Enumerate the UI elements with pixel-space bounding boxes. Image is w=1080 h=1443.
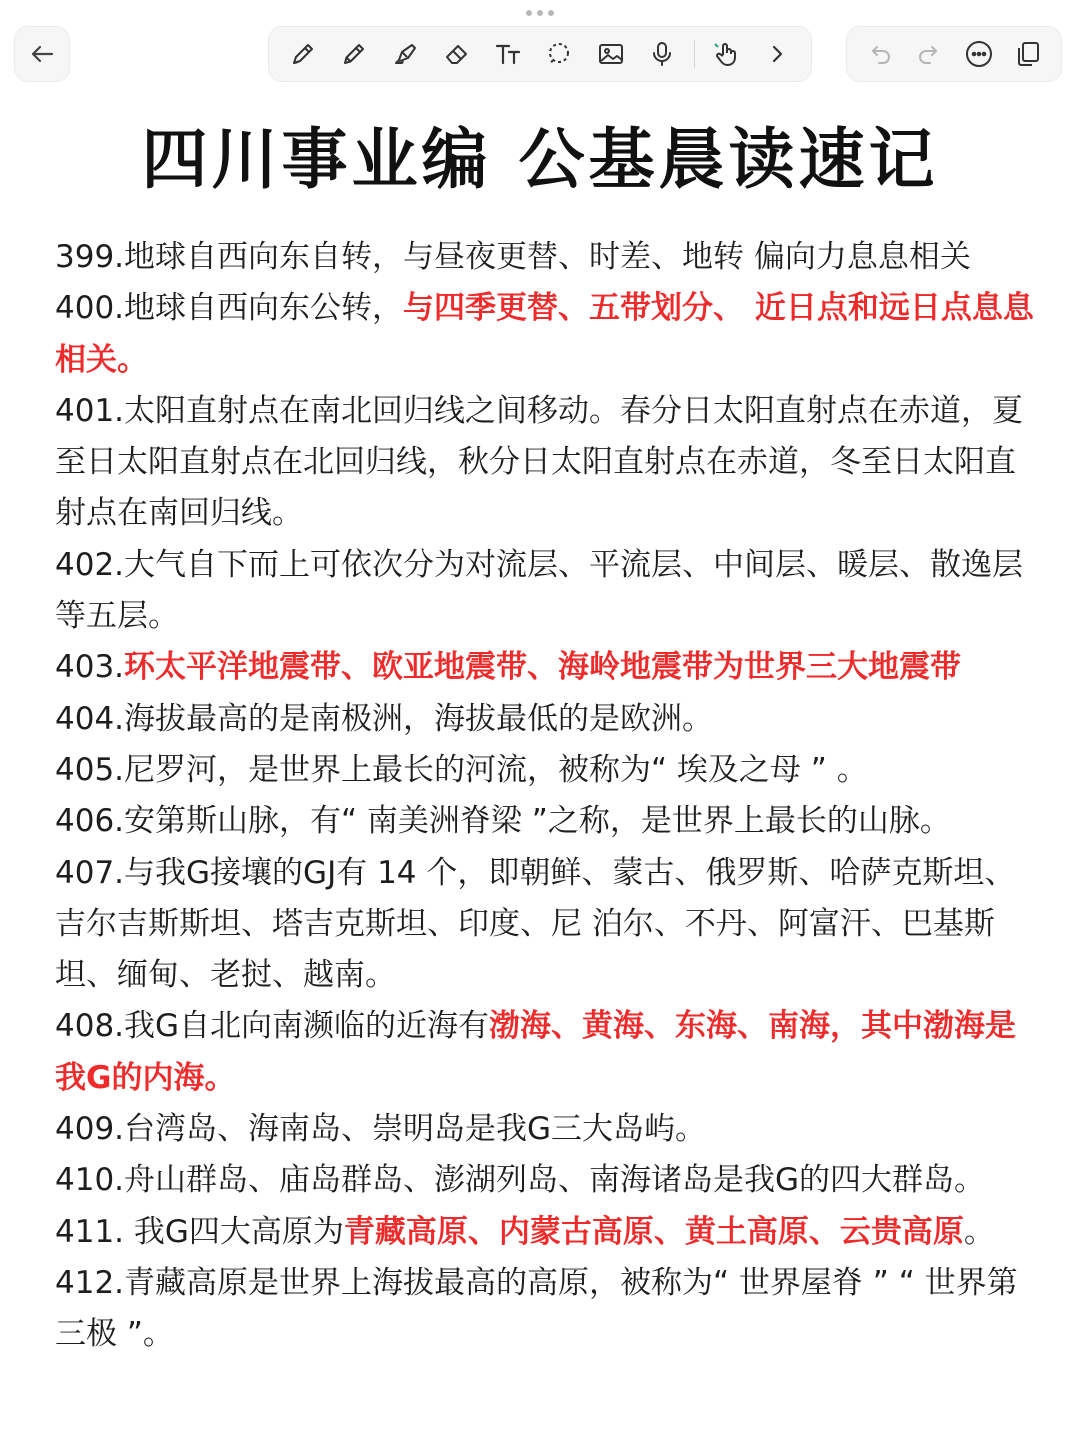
hand-touch-icon [711, 39, 741, 69]
redo-button[interactable] [909, 34, 949, 74]
note-item-text: 403. [55, 649, 125, 686]
note-item-text: 405.尼罗河，是世界上最长的河流，被称为“ 埃及之母 ” 。 [55, 751, 868, 788]
note-item-text: 410.舟山群岛、庙岛群岛、澎湖列岛、南海诸岛是我G的四大群岛。 [55, 1162, 986, 1199]
text-tool-button[interactable] [488, 34, 528, 74]
eraser-tool-button[interactable] [437, 34, 477, 74]
note-item-text: 409.台湾岛、海南岛、崇明岛是我G三大岛屿。 [55, 1111, 707, 1148]
note-item-highlight: 与四季更替、五带划分、 近日点和远日点息息相关。 [55, 290, 1034, 378]
note-item-text: 400.地球自西向东公转， [55, 290, 404, 327]
note-item-409 [55, 1104, 1040, 1155]
undo-button[interactable] [860, 34, 900, 74]
highlighter-tool-button[interactable] [385, 34, 425, 74]
note-item-text: 411. 我G四大高原为 [55, 1213, 344, 1250]
note-item-408 [55, 1001, 1040, 1104]
image-tool-button[interactable] [591, 34, 631, 74]
note-item-402 [55, 540, 1040, 643]
note-item-text: 412.青藏高原是世界上海拔最高的高原，被称为“ 世界屋脊 ” “ 世界第三极 ”。 [55, 1264, 1018, 1353]
page-title: 四川事业编 公基晨读速记 [141, 121, 939, 198]
more-icon [964, 39, 994, 69]
note-item-401 [55, 386, 1040, 540]
note-item-text: 407.与我G接壤的GJ有 14 个，即朝鲜、蒙古、俄罗斯、哈萨克斯坦、吉尔吉斯斯坦、塔吉克斯坦、印度、尼 泊尔、不丹、阿富汗、巴基斯坦、缅甸、老挝、越南。 [55, 854, 1016, 994]
text-icon [493, 39, 523, 69]
undo-icon [865, 39, 895, 69]
note-item-399 [55, 232, 1040, 283]
note-item-404 [55, 694, 1040, 745]
note-item-text: 401.太阳直射点在南北回归线之间移动。春分日太阳直射点在赤道，夏至日太阳直射点在北回归线，秋分日太阳直射点在赤道，冬至日太阳直射点在南回归线。 [55, 392, 1024, 532]
microphone-tool-button[interactable] [642, 34, 682, 74]
pencil-icon [339, 39, 369, 69]
pages-button[interactable] [1008, 34, 1048, 74]
more-tools-button[interactable] [757, 34, 797, 74]
image-icon [596, 39, 626, 69]
note-item-405 [55, 745, 1040, 796]
back-button-container [14, 26, 70, 82]
note-item-412 [55, 1258, 1040, 1361]
note-item-text: 408.我G自北向南濒临的近海有 [55, 1008, 490, 1045]
more-options-button[interactable] [959, 34, 999, 74]
note-item-text-tail: 。 [963, 1213, 995, 1250]
note-item-text: 406.安第斯山脉，有“ 南美洲脊梁 ”之称，是世界上最长的山脉。 [55, 803, 951, 840]
note-item-407 [55, 848, 1040, 1002]
note-content [55, 232, 1040, 1361]
drawing-toolbar [268, 26, 812, 82]
pages-icon [1013, 39, 1043, 69]
note-item-406 [55, 796, 1040, 847]
lasso-icon [544, 39, 574, 69]
pen-icon [288, 39, 318, 69]
chevron-right-icon [762, 39, 792, 69]
note-item-highlight: 渤海、黄海、东海、南海，其中渤海是我G的内海。 [55, 1008, 1017, 1096]
pencil-tool-button[interactable] [334, 34, 374, 74]
microphone-icon [647, 39, 677, 69]
note-item-403 [55, 642, 1040, 693]
note-item-text: 399.地球自西向东自转，与昼夜更替、时差、地转 偏向力息息相关 [55, 239, 971, 275]
arrow-left-icon [27, 39, 57, 69]
pen-tool-button[interactable] [283, 34, 323, 74]
lasso-tool-button[interactable] [539, 34, 579, 74]
note-item-411 [55, 1207, 1040, 1258]
eraser-icon [442, 39, 472, 69]
note-item-400 [55, 283, 1040, 386]
drag-handle[interactable] [524, 8, 556, 18]
toolbar-divider [694, 40, 695, 68]
note-item-410 [55, 1155, 1040, 1206]
redo-icon [914, 39, 944, 69]
note-item-text: 404.海拔最高的是南极洲，海拔最低的是欧洲。 [55, 700, 714, 737]
touch-tool-button[interactable] [706, 34, 746, 74]
action-toolbar [846, 26, 1062, 82]
note-item-text: 402.大气自下而上可依次分为对流层、平流层、中间层、暖层、散逸层等五层。 [55, 546, 1024, 635]
back-button[interactable] [22, 34, 62, 74]
highlighter-icon [390, 39, 420, 69]
note-item-highlight: 青藏高原、内蒙古高原、黄土高原、云贵高原 [343, 1213, 964, 1250]
note-item-highlight: 环太平洋地震带、欧亚地震带、海岭地震带为世界三大地震带 [124, 649, 962, 686]
